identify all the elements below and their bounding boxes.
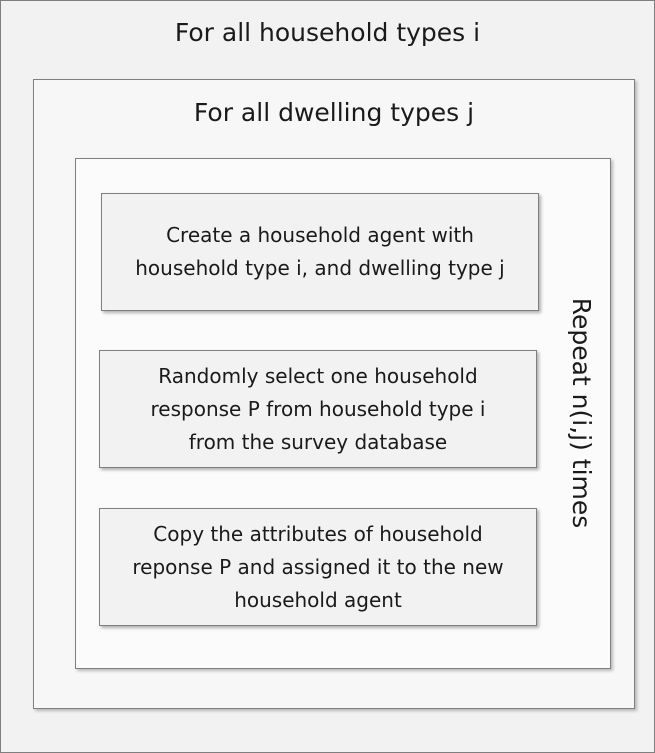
- step-select-response-box: [99, 350, 537, 468]
- repeat-loop-label: Repeat n(i,j) times: [567, 297, 596, 529]
- step-copy-attributes-box: [99, 508, 537, 626]
- step-select-response-text: Randomly select one household response P from household type i from the survey database: [150, 363, 486, 454]
- middle-loop-label: For all dwelling types j: [193, 98, 475, 127]
- step-copy-attributes-text: Copy the attributes of household reponse P and assigned it to the new household agent: [132, 521, 504, 612]
- step-create-agent-box: [101, 193, 539, 311]
- step-create-agent-text: Create a household agent with household type i, and dwelling type j: [135, 223, 505, 280]
- outer-loop-label: For all household types i: [174, 18, 481, 47]
